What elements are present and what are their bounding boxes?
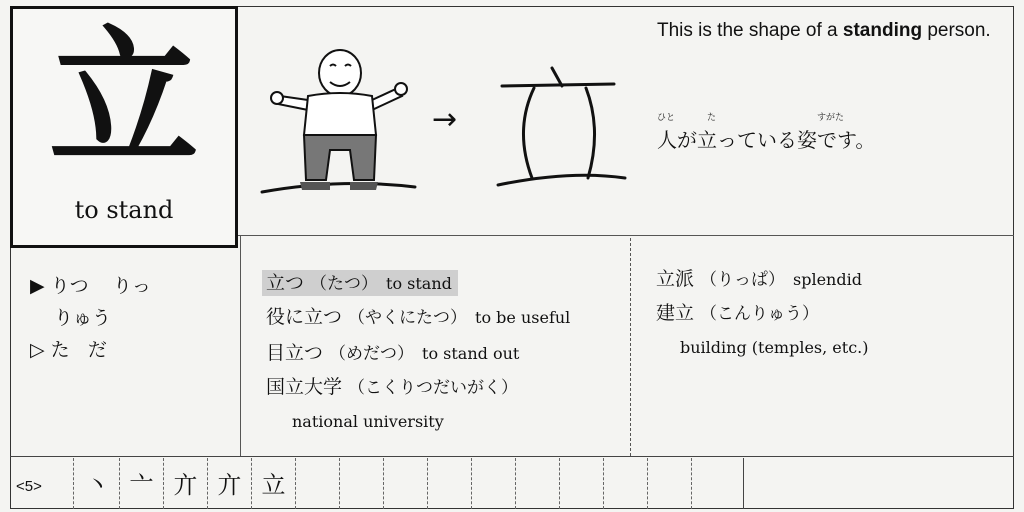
example-reading: （こんりゅう） bbox=[700, 304, 820, 324]
example-row bbox=[656, 298, 819, 325]
example-row bbox=[656, 264, 862, 291]
example-word: 立つ bbox=[266, 272, 305, 294]
description-english bbox=[657, 16, 997, 46]
example-word: 役に立つ bbox=[266, 306, 343, 328]
person-head bbox=[319, 50, 361, 96]
stroke-step: 丶 bbox=[76, 458, 120, 509]
on-reading-row-2 bbox=[30, 302, 151, 334]
example-reading: （めだつ） bbox=[329, 344, 415, 364]
example-gloss: to be useful bbox=[475, 308, 571, 327]
ruby-sugata: すがた bbox=[817, 113, 845, 123]
example-row bbox=[266, 372, 518, 399]
divider bbox=[10, 456, 1014, 457]
description-japanese bbox=[657, 113, 876, 153]
example-reading: （やくにたつ） bbox=[348, 308, 468, 328]
stroke-cell-empty bbox=[604, 458, 648, 509]
arrow-icon: → bbox=[432, 102, 458, 137]
example-row bbox=[266, 338, 519, 365]
example-row bbox=[262, 268, 458, 295]
kanji-meaning: to stand bbox=[74, 196, 174, 224]
stroke-step: 亠 bbox=[120, 458, 164, 509]
example-gloss: national university bbox=[292, 412, 444, 431]
stroke-cell-empty bbox=[428, 458, 472, 509]
example-reading: （りっぱ） bbox=[700, 270, 786, 290]
reading: だ bbox=[87, 339, 107, 361]
kun-reading-marker: ▷ bbox=[30, 339, 45, 361]
stroke-cell-empty bbox=[516, 458, 560, 509]
divider bbox=[630, 238, 631, 456]
jp-text-part: です。 bbox=[817, 128, 876, 152]
description-text-post: person. bbox=[922, 20, 991, 41]
example-word: 建立 bbox=[656, 302, 695, 324]
example-reading: （こくりつだいがく） bbox=[348, 378, 519, 398]
stroke-step: 立 bbox=[252, 458, 296, 509]
example-gloss: building (temples, etc.) bbox=[680, 338, 869, 357]
jp-text-part: 立 bbox=[697, 128, 717, 152]
example-gloss-row bbox=[680, 336, 868, 358]
reading: た bbox=[50, 339, 70, 361]
readings bbox=[30, 270, 151, 366]
stroke-count: <5> bbox=[16, 478, 42, 495]
ruby-hito: ひと bbox=[657, 113, 676, 123]
stroke-cell-empty bbox=[472, 458, 516, 509]
stroke-cell-empty bbox=[296, 458, 340, 509]
description-text-pre: This is the shape of a bbox=[657, 20, 843, 41]
ruby-ta: た bbox=[707, 113, 717, 123]
stroke-cell-empty bbox=[692, 458, 744, 509]
stroke-cell-empty bbox=[648, 458, 692, 509]
stroke-cell-empty bbox=[560, 458, 604, 509]
reading: りゅう bbox=[54, 307, 112, 329]
person-legs bbox=[304, 135, 376, 180]
example-reading: （たつ） bbox=[310, 274, 379, 294]
on-reading-row bbox=[30, 270, 151, 302]
jp-text-part: が bbox=[677, 128, 697, 152]
example-gloss: to stand out bbox=[422, 344, 520, 363]
description-text-bold: standing bbox=[842, 20, 923, 41]
stroke-cell-empty bbox=[340, 458, 384, 509]
example-word: 国立大学 bbox=[266, 376, 343, 398]
example-row bbox=[266, 302, 570, 329]
example-gloss-row bbox=[292, 410, 444, 432]
stroke-step: 亣 bbox=[208, 458, 252, 509]
reading: りつ bbox=[50, 275, 89, 297]
reading: りっ bbox=[112, 275, 151, 297]
on-reading-marker: ▶ bbox=[30, 275, 45, 297]
jp-text-part: 人 bbox=[657, 128, 677, 152]
example-word: 立派 bbox=[656, 268, 695, 290]
jp-text-part: 姿 bbox=[797, 128, 817, 152]
example-gloss: to stand bbox=[386, 274, 452, 293]
stroke-step: 亣 bbox=[164, 458, 208, 509]
example-gloss: splendid bbox=[793, 270, 862, 289]
kun-reading-row bbox=[30, 334, 151, 366]
example-word: 目立つ bbox=[266, 342, 324, 364]
stroke-cell-empty bbox=[384, 458, 428, 509]
divider bbox=[238, 235, 1014, 236]
divider bbox=[240, 235, 241, 457]
jp-text-part: っている bbox=[717, 128, 797, 152]
main-kanji: 立 bbox=[48, 11, 199, 187]
